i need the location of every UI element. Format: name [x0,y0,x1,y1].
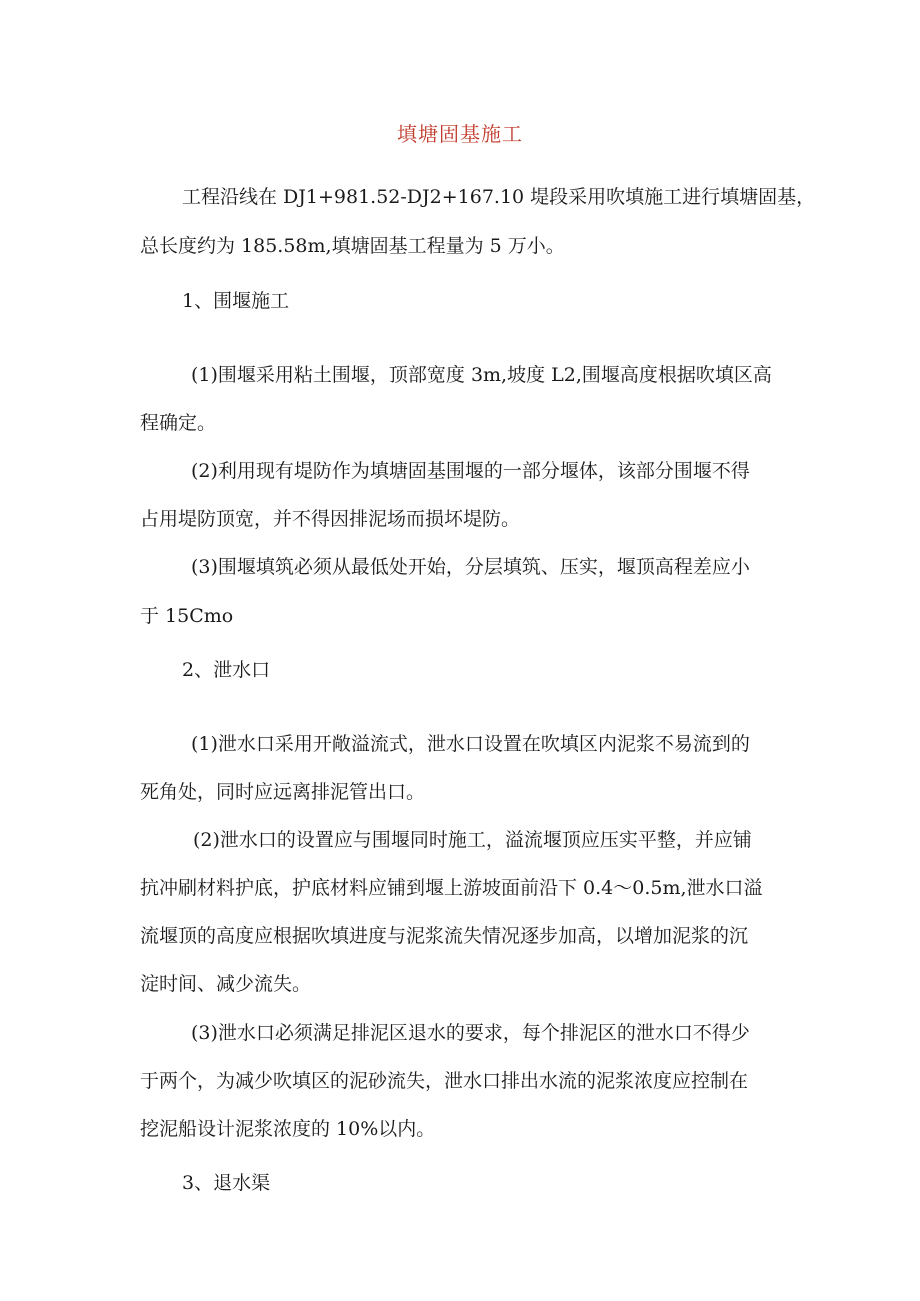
paragraph-line: 挖泥船设计泥浆浓度的 10%以内。 [140,1118,436,1140]
paragraph-line: 总长度约为 185.58m,填塘固基工程量为 5 万小。 [140,235,565,257]
paragraph-line: 于两个，为减少吹填区的泥砂流失，泄水口排出水流的泥浆浓度应控制在 [140,1070,749,1092]
document-title: 填塘固基施工 [397,122,523,146]
paragraph-line: (2)利用现有堤防作为填塘固基围堰的一部分堰体，该部分围堰不得 [191,460,750,482]
paragraph-line: (2)泄水口的设置应与围堰同时施工，溢流堰顶应压实平整，并应铺 [193,829,752,851]
paragraph-line: (3)泄水口必须满足排泥区退水的要求，每个排泥区的泄水口不得少 [191,1022,750,1044]
section-heading: 1、围堰施工 [182,290,290,312]
paragraph-line: 于 15Cmo [140,605,234,627]
paragraph-line: 淀时间、减少流失。 [140,973,312,995]
paragraph-line: 死角处，同时应远离排泥管出口。 [140,781,426,803]
paragraph-line: 工程沿线在 DJ1+981.52-DJ2+167.10 堤段采用吹填施工进行填塘固基， [182,186,816,208]
paragraph-line: 流堰顶的高度应根据吹填进度与泥浆流失情况逐步加高，以增加泥浆的沉 [140,925,749,947]
paragraph-line: 占用堤防顶宽，并不得因排泥场而损坏堤防。 [140,508,521,530]
paragraph-line: (1)泄水口采用开敞溢流式，泄水口设置在吹填区内泥浆不易流到的 [191,733,750,755]
paragraph-line: (1)围堰采用粘土围堰，顶部宽度 3m,坡度 L2,围堰高度根据吹填区高 [191,364,772,386]
section-heading: 2、泄水口 [182,659,271,681]
paragraph-line: 程确定。 [140,412,217,434]
section-heading: 3、退水渠 [182,1172,271,1194]
paragraph-line: 抗冲刷材料护底，护底材料应铺到堰上游坡面前沿下 0.4～0.5m,泄水口溢 [140,877,763,899]
paragraph-line: (3)围堰填筑必须从最低处开始，分层填筑、压实，堰顶高程差应小 [191,556,750,578]
